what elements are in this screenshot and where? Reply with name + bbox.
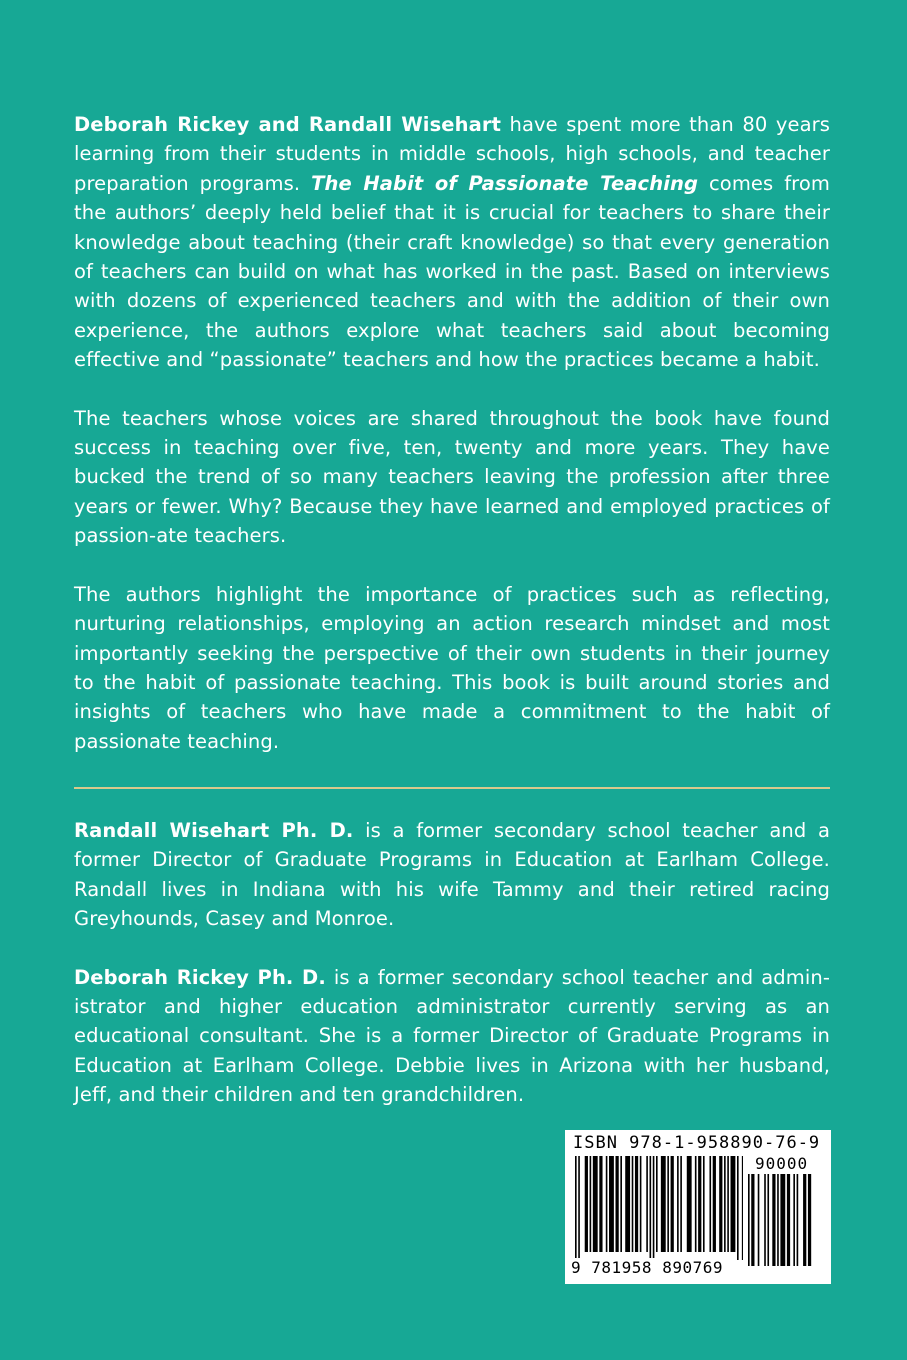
author-bio-randall [74, 816, 830, 934]
barcode-bar [737, 1156, 739, 1260]
barcode-bar [709, 1156, 711, 1252]
barcode-bar [680, 1156, 682, 1252]
author-bio-deborah [74, 963, 830, 1110]
barcode-bar [698, 1156, 701, 1252]
barcode-bar [677, 1156, 679, 1252]
barcode-bar [777, 1174, 779, 1266]
barcode-bar [780, 1174, 785, 1266]
barcode-bar [731, 1156, 736, 1252]
description-paragraph-2: The teachers whose voices are shared throughout the book have found success in teaching over five, ten, twenty and more years. They have bucked the trend of so many teachers leaving the profession after three years or fewer. Why? Because they have learned and employed practices of passion-ate teachers. [74, 406, 830, 548]
description-paragraph-1 [74, 110, 830, 375]
barcode-bar [767, 1174, 769, 1266]
barcode-bar [578, 1156, 580, 1260]
barcode-bar [585, 1156, 588, 1252]
section-divider [74, 787, 830, 789]
barcode-bar [719, 1156, 722, 1252]
price-code: 90000 [755, 1154, 809, 1173]
bio-text-deborah: is a former secondary school teacher and admin-istrator and higher education administrator currently serving as an educational consultant. She is a former Director of Graduate Programs in Education at Earlham College. Debbie lives in Arizona with her husband, Jeff, and their children and ten grandchildren. [74, 965, 830, 1107]
barcode-bar [713, 1156, 716, 1252]
barcode-icon [575, 1156, 743, 1266]
bio-text-randall: is a former secondary school teacher and a former Director of Graduate Programs in Education at Earlham College. Randall lives in Indiana with his wife Tammy and their retired racing Greyhounds, Casey and Monroe. [74, 819, 830, 931]
barcode-bar [646, 1156, 648, 1252]
description-paragraph-3: The authors highlight the importance of practices such as reflecting, nurturing relationships, employing an action research mindset and most importantly seeking the perspective of their own students in their journey to the habit of passionate teaching. This book is built around stories and insights of teachers who have made a commitment to the habit of passionate teaching. [74, 582, 830, 753]
barcode-bar [609, 1156, 614, 1252]
isbn-barcode [565, 1130, 831, 1284]
description-text-a: have spent more than 80 years learning from their students in middle schools, high schools, and teacher preparation programs. [74, 113, 830, 195]
author-bios [74, 816, 830, 1110]
barcode-bar [671, 1156, 674, 1252]
barcode-bar [616, 1156, 619, 1252]
barcode-bar [724, 1156, 726, 1252]
barcode-bar [632, 1156, 634, 1252]
barcode-bar [667, 1156, 669, 1252]
barcode-bar [808, 1174, 811, 1266]
barcode-bar [593, 1156, 598, 1252]
barcode-bar [590, 1156, 592, 1252]
isbn-label: ISBN 978-1-958890-76-9 [573, 1133, 821, 1153]
barcode-bar [695, 1156, 697, 1252]
barcode-bar [758, 1174, 760, 1266]
description-text-b: comes from the authors’ deeply held belief that it is crucial for teachers to share their knowledge about teaching (their craft knowledge) so that every generation of teachers can build on what has worked in the past. Based on interviews with dozens of experienced teachers and with the addition of their own experience, the authors explore what teachers said about becoming effective and “passionate” teachers and how the practices became a habit. [74, 171, 830, 372]
book-title: The Habit of Passionate Teaching [311, 171, 699, 195]
barcode-bar [772, 1174, 775, 1266]
barcode-bar [687, 1156, 692, 1252]
barcode-bar [620, 1156, 622, 1252]
barcode-bar [656, 1156, 658, 1252]
barcode-bar [640, 1156, 642, 1252]
bio-name-randall: Randall Wisehart Ph. D. [74, 819, 354, 842]
barcode-bar [703, 1156, 705, 1252]
barcode-bar [575, 1156, 577, 1260]
barcode-addon-icon [748, 1174, 822, 1266]
barcode-bar [653, 1156, 655, 1260]
barcode-bar [635, 1156, 638, 1252]
barcode-bar [650, 1156, 652, 1260]
barcode-bar [661, 1156, 666, 1252]
barcode-bar [599, 1156, 602, 1252]
barcode-bar [787, 1174, 790, 1266]
barcode-bar [727, 1156, 729, 1252]
barcode-bar [625, 1156, 630, 1252]
barcode-bar [797, 1174, 799, 1266]
barcode-bar [742, 1156, 743, 1260]
barcode-bar [793, 1174, 795, 1266]
barcode-bar [764, 1174, 766, 1266]
ean-digits: 9 781958 890769 [571, 1258, 723, 1277]
barcode-bar [748, 1174, 750, 1266]
bio-name-deborah: Deborah Rickey Ph. D. [74, 965, 326, 989]
barcode-bar [803, 1174, 806, 1266]
barcode-bar [751, 1174, 754, 1266]
authors-names: Deborah Rickey and Randall Wisehart [74, 113, 502, 136]
book-description [74, 110, 830, 756]
barcode-bar [606, 1156, 608, 1252]
